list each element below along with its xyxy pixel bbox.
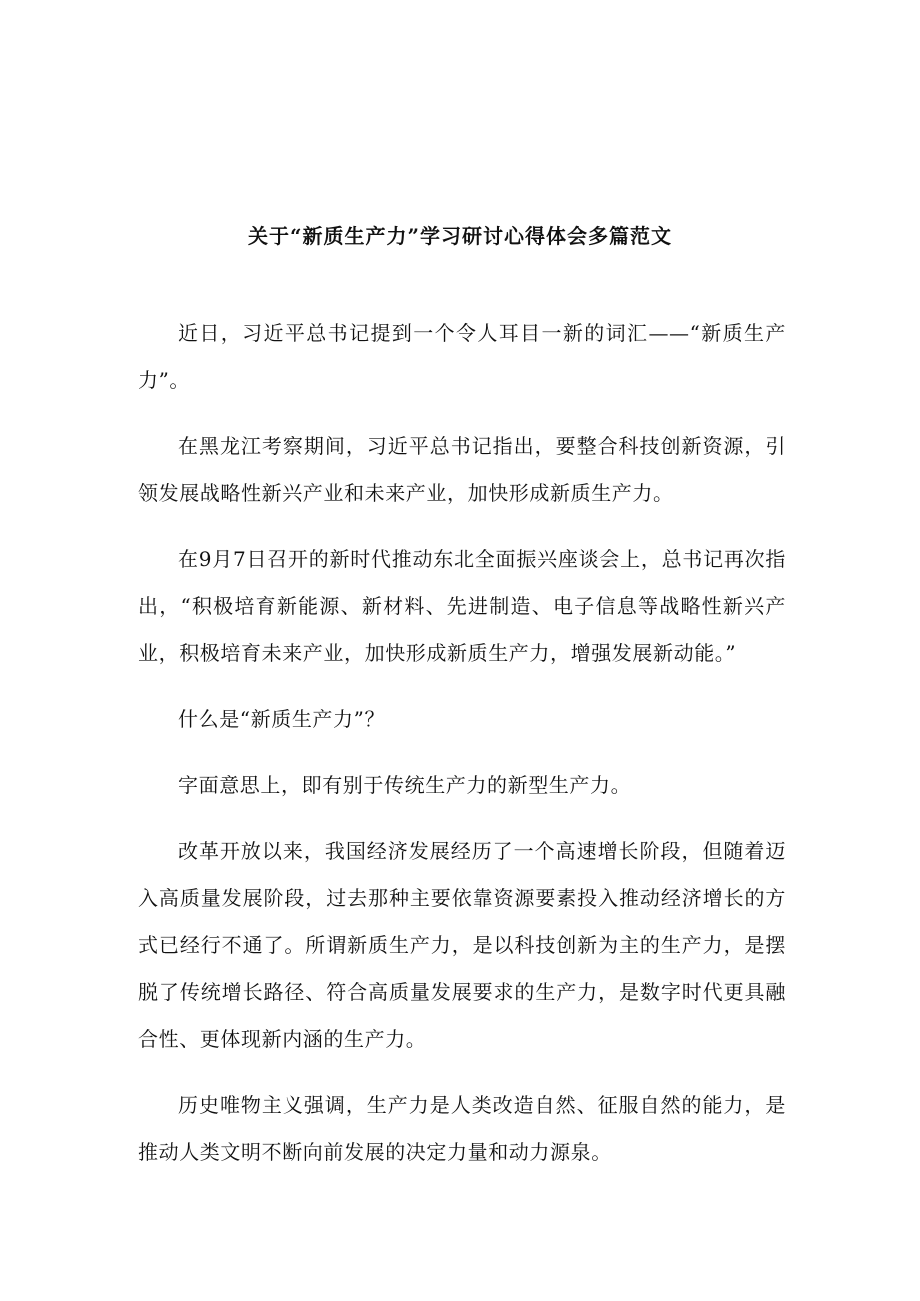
paragraph-7: 历史唯物主义强调，生产力是人类改造自然、征服自然的能力，是推动人类文明不断向前发展的决定力量和动力源泉。 <box>138 1093 786 1164</box>
document-title: 关于“新质生产力”学习研讨心得体会多篇范文 <box>247 224 672 248</box>
paragraph-3: 在9月7日召开的新时代推动东北全面振兴座谈会上，总书记再次指出，“积极培育新能源、新材料、先进制造、电子信息等战略性新兴产业，积极培育未来产业，加快形成新质生产力，增强发展新动能。” <box>138 547 786 665</box>
paragraph-2: 在黑龙江考察期间，习近平总书记指出，要整合科技创新资源，引领发展战略性新兴产业和未来产业，加快形成新质生产力。 <box>138 434 786 505</box>
paragraph-4: 什么是“新质生产力”？ <box>178 707 386 731</box>
paragraph-5: 字面意思上，即有别于传统生产力的新型生产力。 <box>178 773 632 797</box>
paragraph-1: 近日，习近平总书记提到一个令人耳目一新的词汇——“新质生产力”。 <box>138 321 786 392</box>
paragraph-6: 改革开放以来，我国经济发展经历了一个高速增长阶段，但随着迈入高质量发展阶段，过去那种主要依靠资源要素投入推动经济增长的方式已经行不通了。所谓新质生产力，是以科技创新为主的生产力，是摆脱了传统增长路径、符合高质量发展要求的生产力，是数字时代更具融合性、更体现新内涵的生产力。 <box>138 839 786 1051</box>
document-body <box>138 310 786 1195</box>
